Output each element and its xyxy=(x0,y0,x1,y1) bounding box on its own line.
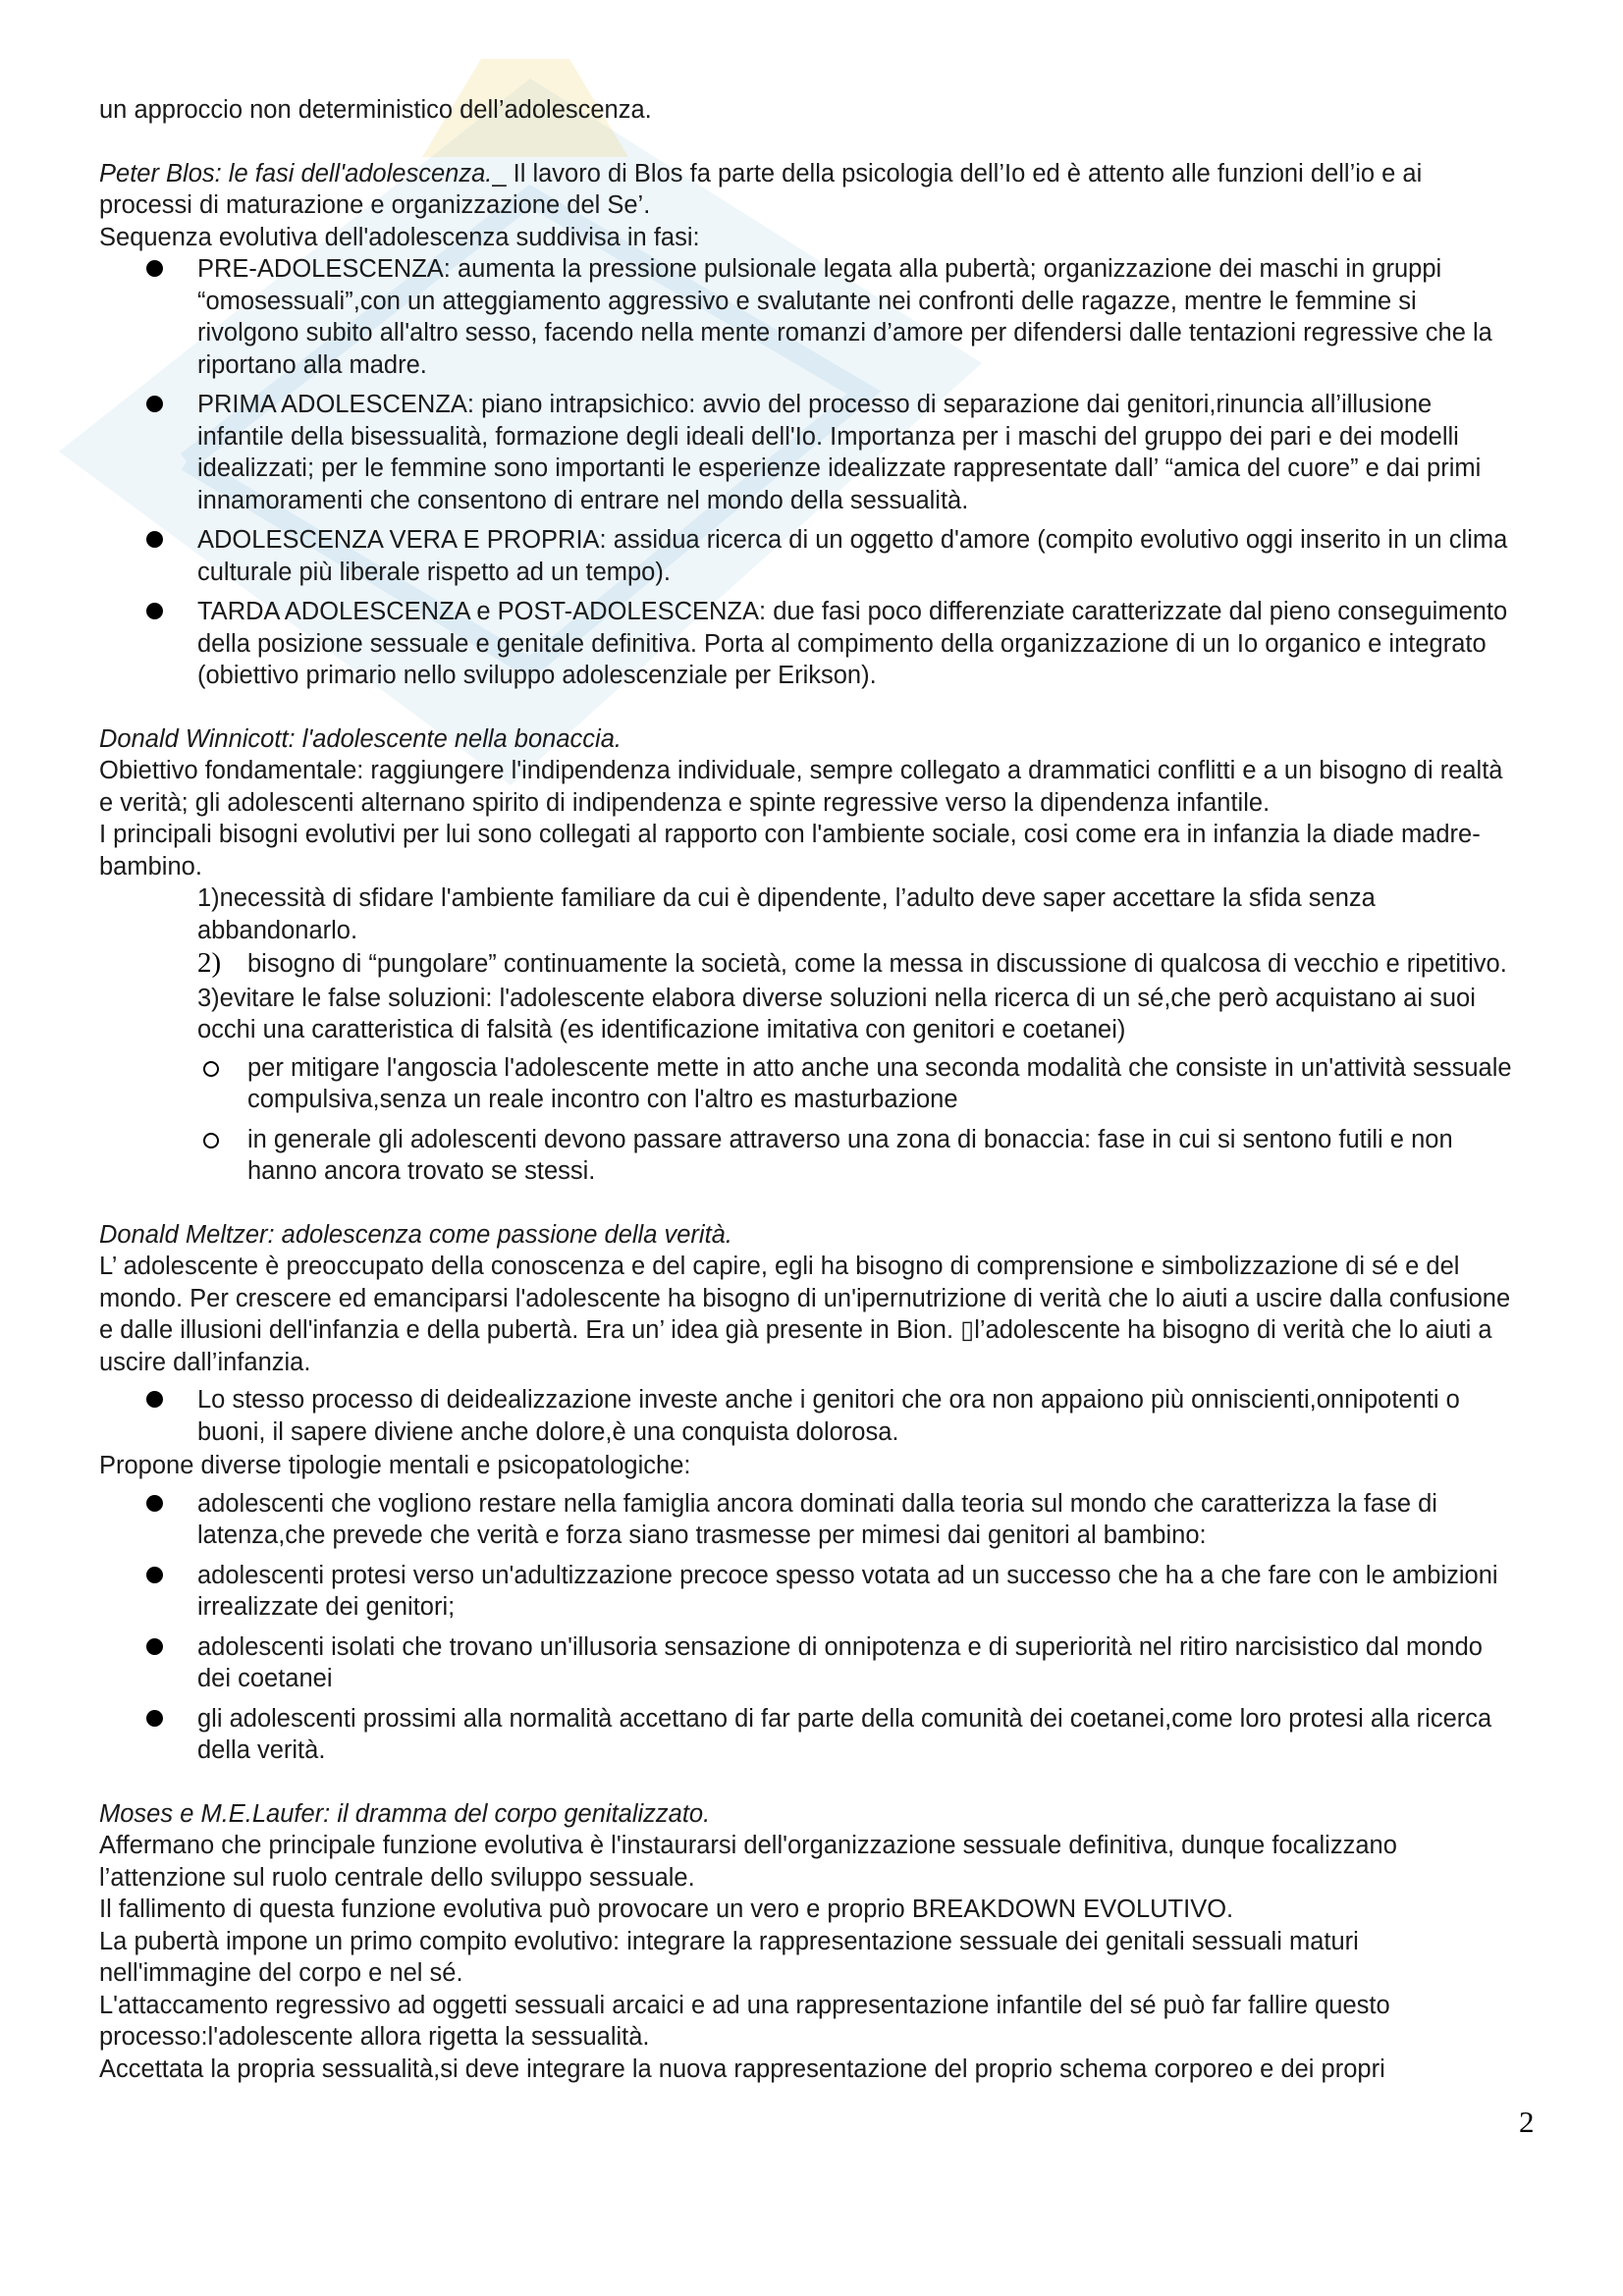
bullet-icon xyxy=(146,1567,163,1583)
winnicott-item-3: 3)evitare le false soluzioni: l'adolescente elabora diverse soluzioni nella ricerca di un sé,che però acquistano ai suoi occhi una caratteristica di falsità (es identificazione imitativa con genitori e coetanei) xyxy=(197,984,1476,1043)
winnicott-heading: Donald Winnicott: l'adolescente nella bonaccia. xyxy=(99,724,622,753)
meltzer-p1: L’ adolescente è preoccupato della conoscenza e del capire, egli ha bisogno di comprensione e simbolizzazione di sé e del mondo. Per crescere ed emanciparsi l'adolescente ha bisogno di un'ipernutrizione di verità che lo aiuti a uscire dalla confusione e dalle illusioni dell'infanzia e della pubertà. Era un’ idea già presente in Bion. ▯l’adolescente ha bisogno di verità che lo aiuti a uscire dall’infanzia. xyxy=(99,1253,1511,1376)
blos-heading: Peter Blos: le fasi dell'adolescenza. xyxy=(99,159,493,187)
laufer-line: Accettata la propria sessualità,si deve integrare la nuova rappresentazione del proprio schema corporeo e dei propri xyxy=(99,2055,1385,2083)
blos-paragraph xyxy=(99,158,1513,222)
winnicott-p2: I principali bisogni evolutivi per lui sono collegati al rapporto con l'ambiente sociale, cosi come era in infanzia la diade madre-bambino. xyxy=(99,821,1481,881)
bullet-icon xyxy=(146,1391,163,1408)
page-number: 2 xyxy=(1519,2105,1535,2139)
list-item: adolescenti isolati che trovano un'illusoria sensazione di onnipotenza e di superiorità nel ritiro narcisistico dal mondo dei coetanei xyxy=(99,1631,1513,1695)
blos-heading-suffix: _ xyxy=(492,159,507,187)
bullet-icon xyxy=(146,260,163,277)
circle-bullet-icon xyxy=(203,1061,219,1077)
item-number: 2) xyxy=(197,947,222,979)
intro-line: un approccio non deterministico dell’adolescenza. xyxy=(99,96,652,124)
laufer-line: Il fallimento di questa funzione evolutiva può provocare un vero e proprio BREAKDOWN EVOLUTIVO. xyxy=(99,1896,1234,1923)
list-item: ADOLESCENZA VERA E PROPRIA: assidua ricerca di un oggetto d'amore (compito evolutivo oggi inserito in un clima culturale più liberale rispetto ad un tempo). xyxy=(99,524,1513,588)
document-body xyxy=(99,94,1513,2085)
winnicott-item-1: 1)necessità di sfidare l'ambiente familiare da cui è dipendente, l’adulto deve saper accettare la sfida senza abbandonarlo. xyxy=(197,884,1376,944)
laufer-line: Affermano che principale funzione evolutiva è l'instaurarsi dell'organizzazione sessuale definitiva, dunque focalizzano l’attenzione sul ruolo centrale dello sviluppo sessuale. xyxy=(99,1832,1397,1892)
list-item: PRE-ADOLESCENZA: aumenta la pressione pulsionale legata alla pubertà; organizzazione dei maschi in gruppi “omosessuali”,con un atteggiamento aggressivo e svalutante nei confronti delle ragazze, mentre le femmine si rivolgono subito all'altro sesso, facendo nella mente romanzi d’amore per difendersi dalle tentazioni regressive che la riportano alla madre. xyxy=(99,253,1513,381)
list-item: gli adolescenti prossimi alla normalità accettano di far parte della comunità dei coetanei,come loro protesi alla ricerca della verità. xyxy=(99,1703,1513,1767)
winnicott-item-2: 2) bisogno di “pungolare” continuamente la società, come la messa in discussione di qualcosa di vecchio e ripetitivo. xyxy=(197,947,1507,979)
circle-bullet-icon xyxy=(203,1133,219,1148)
bullet-icon xyxy=(146,1638,163,1655)
blos-sequence: Sequenza evolutiva dell'adolescenza suddivisa in fasi: xyxy=(99,223,700,251)
list-item: Lo stesso processo di deidealizzazione investe anche i genitori che ora non appaiono più onniscienti,onnipotenti o buoni, il sapere diviene anche dolore,è una conquista dolorosa. xyxy=(99,1384,1513,1448)
bullet-icon xyxy=(146,531,163,548)
list-item: TARDA ADOLESCENZA e POST-ADOLESCENZA: due fasi poco differenziate caratterizzate dal pieno conseguimento della posizione sessuale e genitale definitiva. Porta al compimento della organizzazione di un Io organico e integrato (obiettivo primario nello sviluppo adolescenziale per Erikson). xyxy=(99,596,1513,692)
list-item: adolescenti che vogliono restare nella famiglia ancora dominati dalla teoria sul mondo che caratterizza la fase di latenza,che prevede che verità e forza siano trasmesse per mimesi dai genitori al bambino: xyxy=(99,1488,1513,1552)
laufer-heading: Moses e M.E.Laufer: il dramma del corpo genitalizzato. xyxy=(99,1799,711,1828)
laufer-line: L'attaccamento regressivo ad oggetti sessuali arcaici e ad una rappresentazione infantile del sé può far fallire questo processo:l'adolescente allora rigetta la sessualità. xyxy=(99,1991,1390,2051)
laufer-line: La pubertà impone un primo compito evolutivo: integrare la rappresentazione sessuale dei genitali sessuali maturi nell'immagine del corpo e nel sé. xyxy=(99,1927,1359,1987)
bullet-icon xyxy=(146,1710,163,1727)
meltzer-p2: Propone diverse tipologie mentali e psicopatologiche: xyxy=(99,1452,691,1479)
blos-text: Il lavoro di Blos fa parte della psicologia dell’Io ed è attento alle funzioni dell’io e ai processi di maturazione e organizzazione del Se’. xyxy=(99,159,1423,219)
list-item: in generale gli adolescenti devono passare attraverso una zona di bonaccia: fase in cui si sentono futili e non hanno ancora trovato se stessi. xyxy=(99,1124,1513,1188)
winnicott-p1: Obiettivo fondamentale: raggiungere l'indipendenza individuale, sempre collegato a drammatici conflitti e a un bisogno di realtà e verità; gli adolescenti alternano spirito di indipendenza e spinte regressive verso la dipendenza infantile. xyxy=(99,757,1503,817)
bullet-icon xyxy=(146,396,163,412)
bullet-icon xyxy=(146,1495,163,1512)
list-item: per mitigare l'angoscia l'adolescente mette in atto anche una seconda modalità che consiste in un'attività sessuale compulsiva,senza un reale incontro con l'altro es masturbazione xyxy=(99,1052,1513,1116)
meltzer-heading: Donald Meltzer: adolescenza come passione della verità. xyxy=(99,1220,732,1249)
bullet-icon xyxy=(146,603,163,619)
list-item: PRIMA ADOLESCENZA: piano intrapsichico: avvio del processo di separazione dai genitori,rinuncia all’illusione infantile della bisessualità, formazione degli ideali dell'Io. Importanza per i maschi del gruppo dei pari e dei modelli idealizzati; per le femmine sono importanti le esperienze idealizzate rappresentate dall’ “amica del cuore” e dai primi innamoramenti che consentono di entrare nel mondo della sessualità. xyxy=(99,389,1513,516)
list-item: adolescenti protesi verso un'adultizzazione precoce spesso votata ad un successo che ha a che fare con le ambizioni irrealizzate dei genitori; xyxy=(99,1560,1513,1624)
